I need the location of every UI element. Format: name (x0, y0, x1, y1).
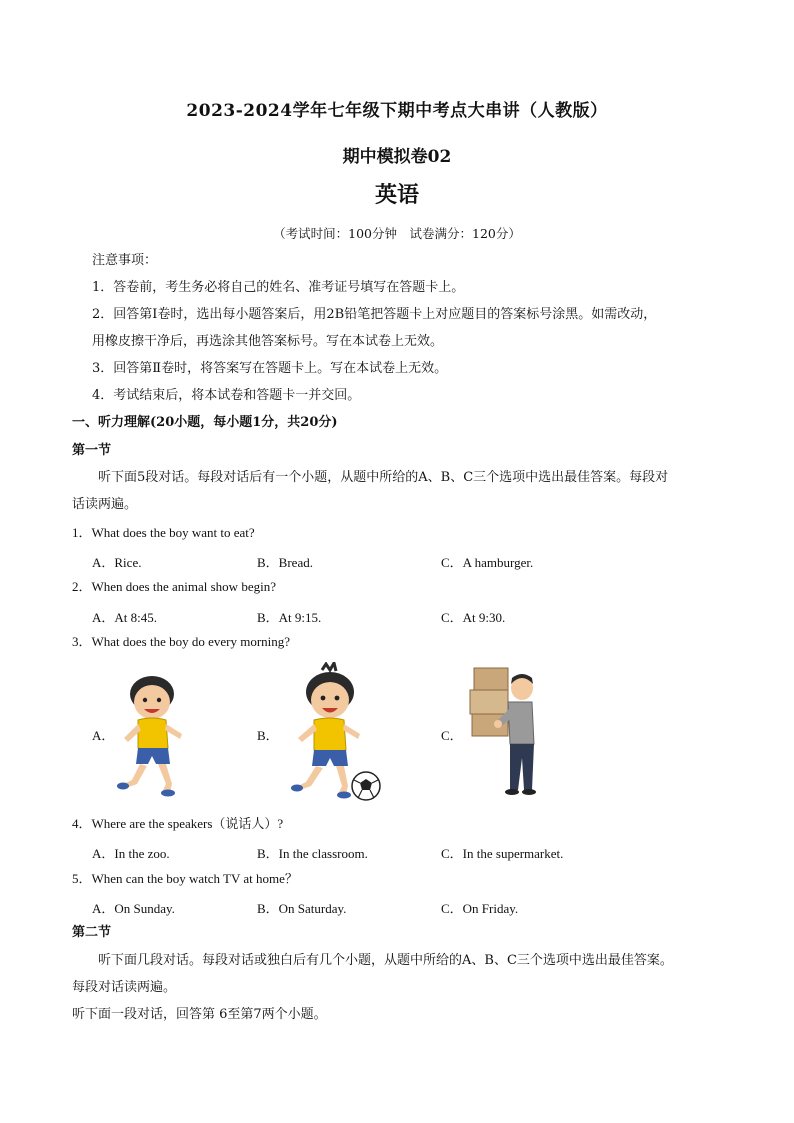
option-3a-label[interactable]: A． (92, 728, 115, 743)
section-heading: 一、听力理解(20小题，每小题1分，共20分) (72, 415, 338, 430)
option-1c[interactable]: C．A hamburger. (441, 555, 534, 570)
option-3b-label[interactable]: B． (257, 728, 279, 743)
man-carrying-boxes-image[interactable] (466, 664, 546, 804)
boy-playing-soccer-image[interactable] (278, 662, 388, 802)
question-4: 4．Where are the speakers（说话人）? (72, 816, 284, 831)
option-3c-label[interactable]: C． (441, 728, 463, 743)
part1-instruction: 听下面5段对话。每段对话后有一个小题，从题中所给的A、B、C三个选项中选出最佳答案。每段对 (98, 470, 669, 485)
option-2c[interactable]: C．At 9:30. (441, 610, 506, 625)
question-1: 1．What does the boy want to eat? (72, 525, 255, 540)
option-2a[interactable]: A．At 8:45. (92, 610, 158, 625)
option-4a[interactable]: A．In the zoo. (92, 846, 170, 861)
boy-running-image[interactable] (110, 668, 200, 798)
option-5b[interactable]: B．On Saturday. (257, 901, 347, 916)
question-2: 2．When does the animal show begin? (72, 579, 276, 594)
exam-info: （考试时间：100分钟 试卷满分：120分） (273, 226, 521, 241)
option-4c[interactable]: C．In the supermarket. (441, 846, 564, 861)
part2-label: 第二节 (72, 925, 112, 940)
option-4b[interactable]: B．In the classroom. (257, 846, 368, 861)
part1-label: 第一节 (72, 443, 112, 458)
notes-heading: 注意事项： (92, 253, 158, 268)
exam-subtitle: 期中模拟卷02 (342, 147, 452, 167)
part1-instruction-cont: 话读两遍。 (72, 497, 138, 512)
part2-instruction-cont: 每段对话读两遍。 (72, 980, 177, 995)
part2-instruction: 听下面几段对话。每段对话或独白后有几个小题，从题中所给的A、B、C三个选项中选出最佳答案。 (98, 953, 673, 968)
note-item: 用橡皮擦干净后，再选涂其他答案标号。写在本试卷上无效。 (92, 334, 444, 349)
option-1a[interactable]: A．Rice. (92, 555, 142, 570)
note-item: 2．回答第Ⅰ卷时，选出每小题答案后，用2B铅笔把答题卡上对应题目的答案标号涂黑。如需改动， (92, 307, 657, 322)
option-5a[interactable]: A．On Sunday. (92, 901, 175, 916)
option-2b[interactable]: B．At 9:15. (257, 610, 322, 625)
part2-dialogue-instruction: 听下面一段对话，回答第 6至第7两个小题。 (72, 1007, 327, 1022)
question-5: 5．When can the boy watch TV at home？ (72, 871, 298, 886)
option-1b[interactable]: B．Bread. (257, 555, 313, 570)
question-3: 3．What does the boy do every morning? (72, 634, 291, 649)
exam-subject: 英语 (374, 182, 419, 208)
exam-title: 2023-2024学年七年级下期中考点大串讲（人教版） (186, 101, 608, 121)
note-item: 3．回答第Ⅱ卷时，将答案写在答题卡上。写在本试卷上无效。 (92, 361, 448, 376)
option-5c[interactable]: C．On Friday. (441, 901, 519, 916)
note-item: 4．考试结束后，将本试卷和答题卡一并交回。 (92, 388, 361, 403)
note-item: 1．答卷前，考生务必将自己的姓名、准考证号填写在答题卡上。 (92, 280, 465, 295)
